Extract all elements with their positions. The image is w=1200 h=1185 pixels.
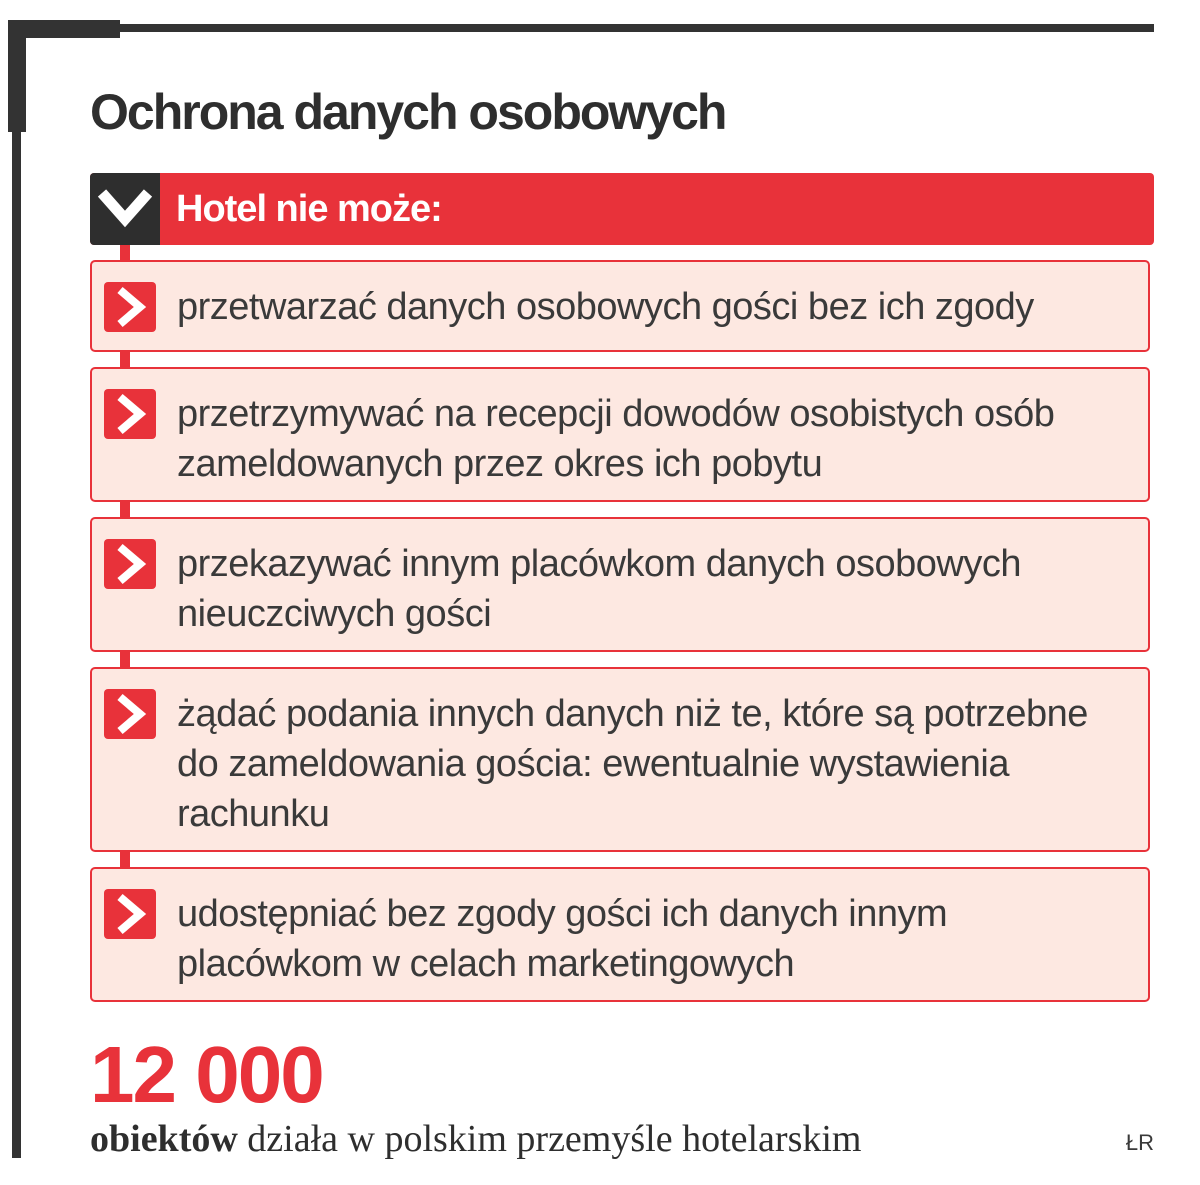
list-item <box>90 867 1150 1002</box>
list-item-text: żądać podania innych danych niż te, które są potrzebne do zameldowania gościa: ewentualnie wystawienia rachunku <box>177 693 1088 835</box>
chevron-right-icon <box>104 282 156 332</box>
chevron-right-icon <box>104 689 156 739</box>
list-item-text: przetrzymywać na recepcji dowodów osobistych osób zameldowanych przez okres ich pobytu <box>177 393 1055 485</box>
stat-caption <box>90 1116 861 1162</box>
list-item <box>90 367 1150 502</box>
list-item-text: przetwarzać danych osobowych gości bez ich zgody <box>177 286 1034 328</box>
source-credit: ŁR <box>1125 1130 1154 1155</box>
list-item <box>90 517 1150 652</box>
chevron-right-icon <box>104 889 156 939</box>
stat-number: 12 000 <box>90 1030 323 1119</box>
stat-caption-rest: działa w polskim przemyśle hotelarskim <box>237 1118 862 1160</box>
list-item <box>90 260 1150 352</box>
chevron-right-icon <box>104 389 156 439</box>
list-item-text: przekazywać innym placówkom danych osobowych nieuczciwych gości <box>177 543 1021 635</box>
chevron-right-icon <box>104 539 156 589</box>
chevron-down-icon <box>90 173 160 245</box>
stat-caption-bold: obiektów <box>90 1118 238 1160</box>
list-item-text: udostępniać bez zgody gości ich danych innym placówkom w celach marketingowych <box>177 893 948 985</box>
frame-left-rule <box>12 20 21 1158</box>
page-title: Ochrona danych osobowych <box>90 84 726 140</box>
frame-top-rule <box>8 24 1154 32</box>
list-item <box>90 667 1150 852</box>
list-header-label: Hotel nie może: <box>176 188 442 230</box>
